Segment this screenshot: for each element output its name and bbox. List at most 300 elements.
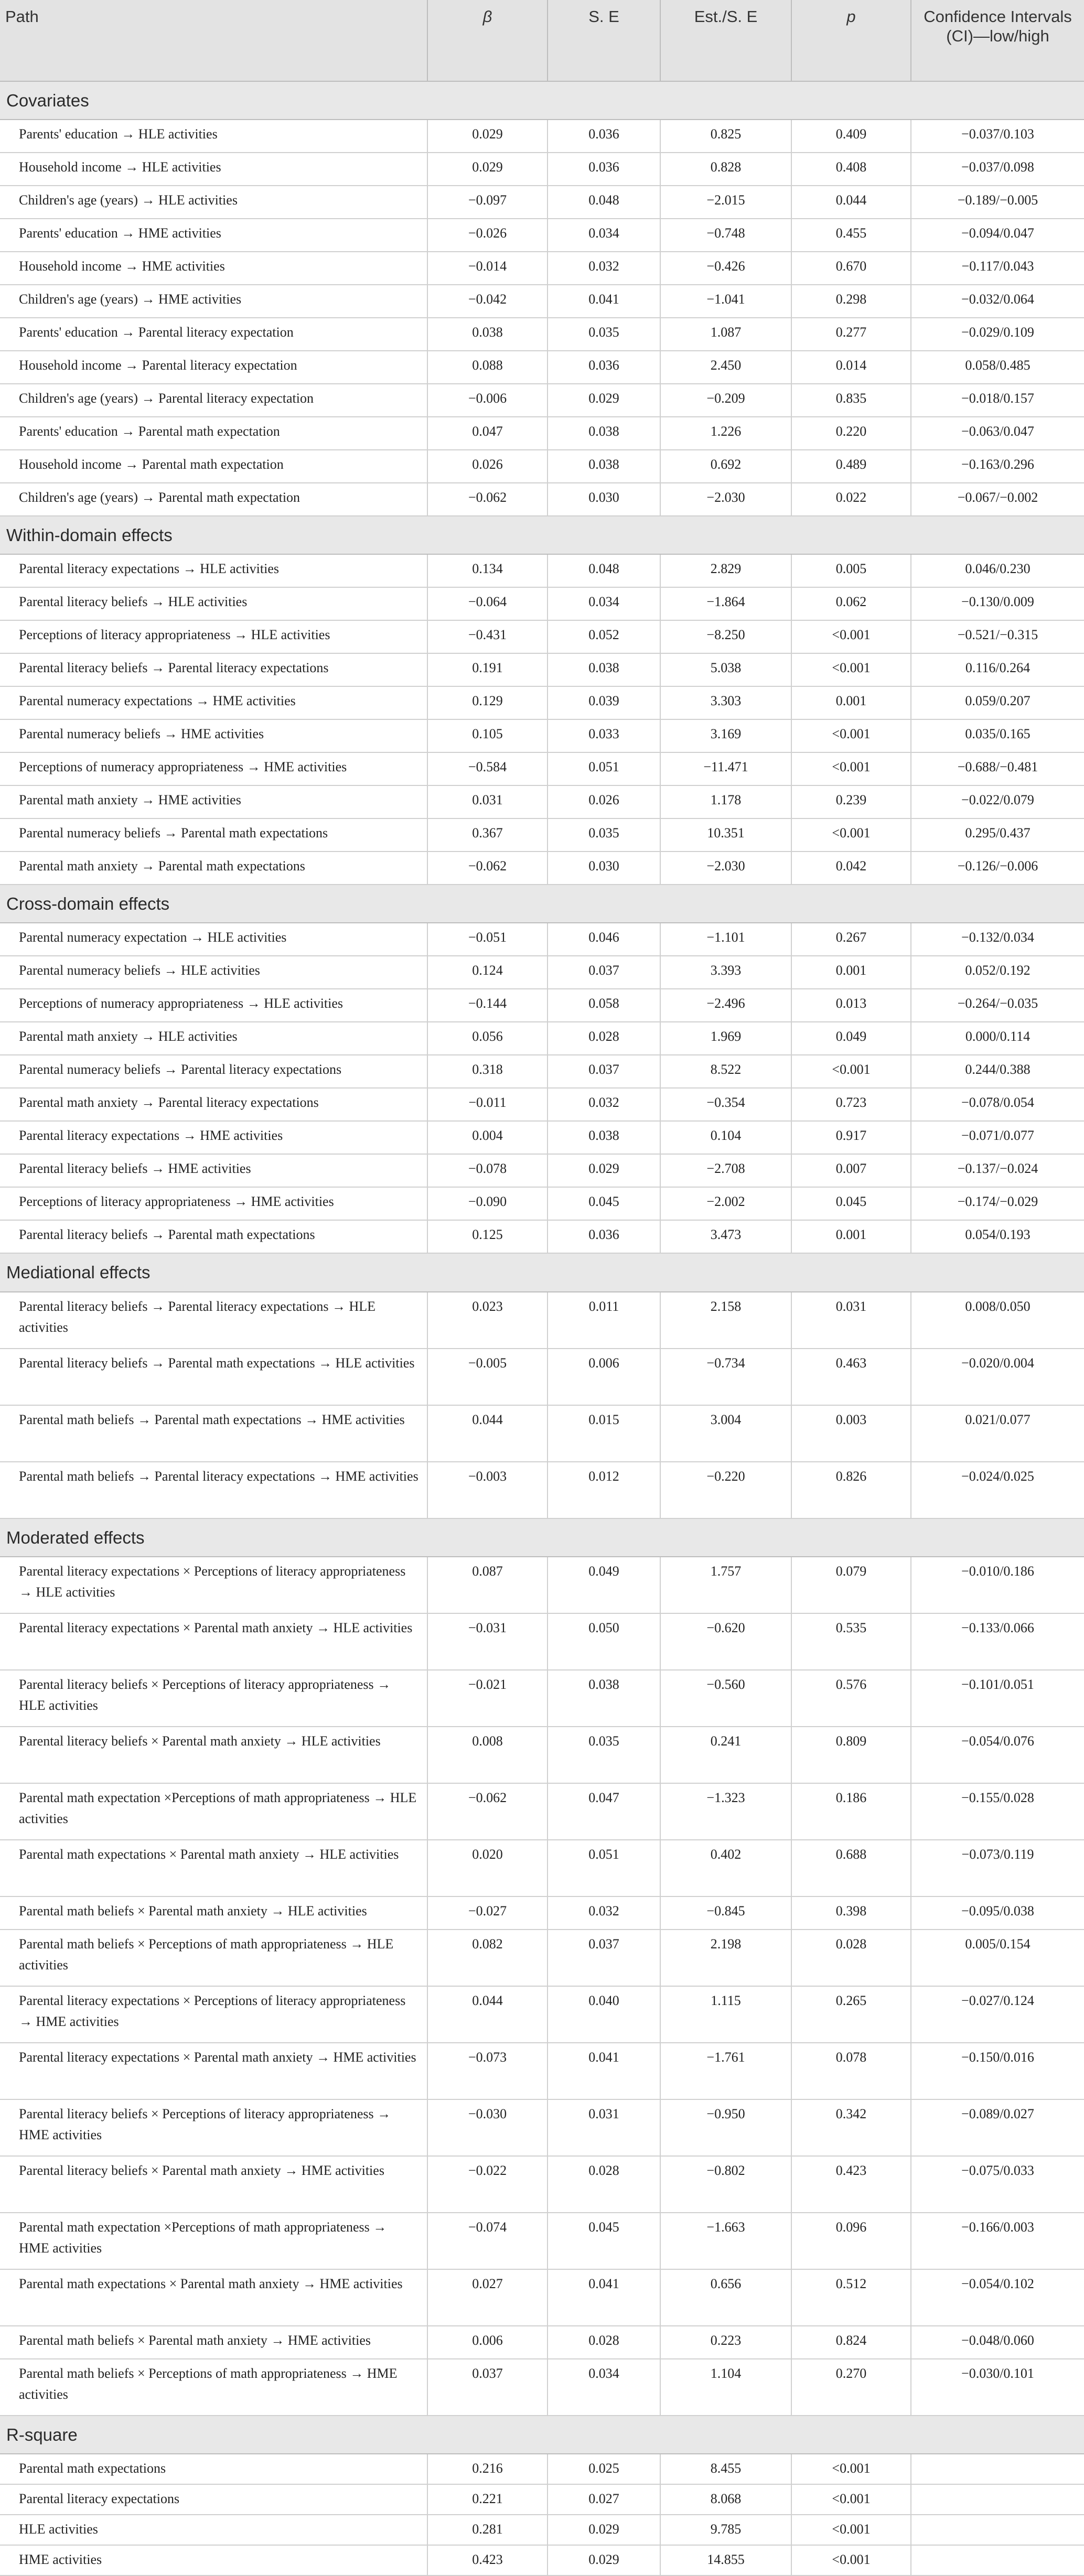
cell-p: 0.186 xyxy=(791,1783,911,1840)
cell-beta: −0.062 xyxy=(427,1783,548,1840)
cell-ci: −0.048/0.060 xyxy=(911,2326,1084,2359)
cell-beta: 0.221 xyxy=(427,2484,548,2515)
cell-beta: −0.031 xyxy=(427,1613,548,1670)
cell-path: Parental math expectation ×Perceptions of math appropriateness → HLE activities xyxy=(0,1783,427,1840)
cell-beta: 0.124 xyxy=(427,956,548,989)
cell-ci: 0.116/0.264 xyxy=(911,653,1084,686)
cell-p: 0.265 xyxy=(791,1986,911,2043)
cell-ci: 0.052/0.192 xyxy=(911,956,1084,989)
cell-ci: −0.095/0.038 xyxy=(911,1896,1084,1930)
cell-ci: −0.024/0.025 xyxy=(911,1462,1084,1518)
cell-se: 0.048 xyxy=(548,554,660,587)
cell-est: 1.178 xyxy=(660,785,791,818)
cell-p: 0.489 xyxy=(791,450,911,483)
cell-path: Parental literacy expectations → HLE activities xyxy=(0,554,427,587)
cell-path: Parents' education → HME activities xyxy=(0,219,427,252)
cell-se: 0.048 xyxy=(548,186,660,219)
table-row xyxy=(0,252,1084,285)
cell-p: 0.576 xyxy=(791,1670,911,1727)
cell-est: −11.471 xyxy=(660,752,791,785)
cell-path: Parental math beliefs × Parental math anxiety → HME activities xyxy=(0,2326,427,2359)
cell-est: 10.351 xyxy=(660,818,791,852)
cell-se: 0.038 xyxy=(548,417,660,450)
cell-est: −1.323 xyxy=(660,1783,791,1840)
cell-se: 0.052 xyxy=(548,620,660,653)
cell-ci: 0.035/0.165 xyxy=(911,719,1084,752)
cell-ci: −0.521/−0.315 xyxy=(911,620,1084,653)
cell-path: Parental numeracy beliefs → Parental math expectations xyxy=(0,818,427,852)
table-row xyxy=(0,653,1084,686)
cell-ci: −0.163/0.296 xyxy=(911,450,1084,483)
cell-p: 0.042 xyxy=(791,852,911,885)
header-path: Path xyxy=(0,0,427,81)
cell-p: 0.049 xyxy=(791,1022,911,1055)
cell-est: 2.158 xyxy=(660,1292,791,1349)
cell-se: 0.035 xyxy=(548,318,660,351)
table-row xyxy=(0,483,1084,516)
cell-se: 0.030 xyxy=(548,852,660,885)
cell-path: Parental literacy beliefs × Perceptions of literacy appropriateness → HLE activities xyxy=(0,1670,427,1727)
cell-ci: −0.027/0.124 xyxy=(911,1986,1084,2043)
table-row xyxy=(0,417,1084,450)
cell-beta: −0.026 xyxy=(427,219,548,252)
cell-path: Parents' education → Parental math expectation xyxy=(0,417,427,450)
table-row xyxy=(0,1187,1084,1220)
cell-est: 0.656 xyxy=(660,2269,791,2326)
cell-beta: −0.027 xyxy=(427,1896,548,1930)
cell-se: 0.027 xyxy=(548,2484,660,2515)
cell-ci: −0.018/0.157 xyxy=(911,384,1084,417)
cell-se: 0.037 xyxy=(548,956,660,989)
table-row xyxy=(0,2099,1084,2156)
cell-beta: −0.003 xyxy=(427,1462,548,1518)
cell-ci: −0.130/0.009 xyxy=(911,587,1084,620)
table-row xyxy=(0,923,1084,956)
table-row xyxy=(0,2326,1084,2359)
cell-p: 0.078 xyxy=(791,2043,911,2099)
cell-beta: −0.431 xyxy=(427,620,548,653)
cell-path: Children's age (years) → Parental math expectation xyxy=(0,483,427,516)
cell-est: 8.068 xyxy=(660,2484,791,2515)
cell-path: Parental numeracy beliefs → HME activities xyxy=(0,719,427,752)
cell-est: −0.845 xyxy=(660,1896,791,1930)
cell-p: <0.001 xyxy=(791,818,911,852)
cell-ci: −0.166/0.003 xyxy=(911,2213,1084,2269)
cell-se: 0.038 xyxy=(548,1121,660,1154)
cell-beta: 0.423 xyxy=(427,2545,548,2575)
table-row xyxy=(0,2213,1084,2269)
cell-se: 0.058 xyxy=(548,989,660,1022)
cell-p: <0.001 xyxy=(791,2515,911,2545)
cell-est: −0.426 xyxy=(660,252,791,285)
cell-se: 0.025 xyxy=(548,2454,660,2484)
cell-beta: −0.014 xyxy=(427,252,548,285)
cell-beta: −0.006 xyxy=(427,384,548,417)
cell-path: Parental math anxiety → Parental math expectations xyxy=(0,852,427,885)
header-se: S. E xyxy=(548,0,660,81)
cell-path: Parental literacy beliefs → Parental math expectations xyxy=(0,1220,427,1253)
cell-est: 5.038 xyxy=(660,653,791,686)
cell-beta: 0.105 xyxy=(427,719,548,752)
cell-beta: 0.038 xyxy=(427,318,548,351)
cell-path: Parental math beliefs × Parental math anxiety → HLE activities xyxy=(0,1896,427,1930)
cell-beta: 0.318 xyxy=(427,1055,548,1088)
cell-beta: 0.134 xyxy=(427,554,548,587)
cell-ci: 0.059/0.207 xyxy=(911,686,1084,719)
table-row xyxy=(0,1896,1084,1930)
cell-se: 0.038 xyxy=(548,1670,660,1727)
cell-est: 0.692 xyxy=(660,450,791,483)
cell-ci: 0.046/0.230 xyxy=(911,554,1084,587)
cell-est: 2.198 xyxy=(660,1930,791,1986)
table-row xyxy=(0,285,1084,318)
table-row xyxy=(0,2515,1084,2545)
cell-est: 0.223 xyxy=(660,2326,791,2359)
cell-ci xyxy=(911,2515,1084,2545)
cell-beta: 0.047 xyxy=(427,417,548,450)
table-row xyxy=(0,1783,1084,1840)
cell-ci xyxy=(911,2484,1084,2515)
table-row xyxy=(0,2454,1084,2484)
cell-est: −2.708 xyxy=(660,1154,791,1187)
cell-est: 0.241 xyxy=(660,1727,791,1783)
cell-p: 0.809 xyxy=(791,1727,911,1783)
cell-p: 0.013 xyxy=(791,989,911,1022)
cell-ci: −0.067/−0.002 xyxy=(911,483,1084,516)
cell-path: Parental math anxiety → HME activities xyxy=(0,785,427,818)
section-title: Cross-domain effects xyxy=(0,885,1084,923)
cell-ci: −0.010/0.186 xyxy=(911,1557,1084,1613)
cell-ci: −0.075/0.033 xyxy=(911,2156,1084,2213)
cell-se: 0.034 xyxy=(548,587,660,620)
cell-p: 0.062 xyxy=(791,587,911,620)
cell-ci: −0.126/−0.006 xyxy=(911,852,1084,885)
cell-se: 0.051 xyxy=(548,752,660,785)
cell-p: 0.824 xyxy=(791,2326,911,2359)
cell-est: 14.855 xyxy=(660,2545,791,2575)
cell-beta: 0.367 xyxy=(427,818,548,852)
cell-path: HME activities xyxy=(0,2545,427,2575)
cell-beta: 0.023 xyxy=(427,1292,548,1349)
cell-beta: −0.064 xyxy=(427,587,548,620)
cell-se: 0.038 xyxy=(548,653,660,686)
cell-ci: −0.037/0.098 xyxy=(911,153,1084,186)
cell-se: 0.045 xyxy=(548,2213,660,2269)
table-row xyxy=(0,1405,1084,1462)
cell-p: 0.007 xyxy=(791,1154,911,1187)
cell-path: Perceptions of literacy appropriateness → HME activities xyxy=(0,1187,427,1220)
cell-p: 0.267 xyxy=(791,923,911,956)
cell-se: 0.035 xyxy=(548,818,660,852)
cell-se: 0.034 xyxy=(548,2359,660,2416)
cell-se: 0.037 xyxy=(548,1930,660,1986)
cell-est: 0.104 xyxy=(660,1121,791,1154)
cell-p: 0.045 xyxy=(791,1187,911,1220)
cell-beta: −0.021 xyxy=(427,1670,548,1727)
cell-path: Parental literacy expectations → HME activities xyxy=(0,1121,427,1154)
cell-beta: −0.042 xyxy=(427,285,548,318)
cell-path: Children's age (years) → Parental literacy expectation xyxy=(0,384,427,417)
table-row xyxy=(0,1154,1084,1187)
table-row xyxy=(0,1930,1084,1986)
cell-path: Parental literacy beliefs → HME activities xyxy=(0,1154,427,1187)
cell-se: 0.028 xyxy=(548,2326,660,2359)
cell-p: 0.001 xyxy=(791,956,911,989)
table-row xyxy=(0,219,1084,252)
cell-path: Parents' education → HLE activities xyxy=(0,120,427,153)
cell-path: Children's age (years) → HME activities xyxy=(0,285,427,318)
cell-path: Parental literacy beliefs × Parental math anxiety → HME activities xyxy=(0,2156,427,2213)
cell-est: 0.825 xyxy=(660,120,791,153)
section-title: Moderated effects xyxy=(0,1518,1084,1557)
cell-path: Parental math expectations × Parental math anxiety → HLE activities xyxy=(0,1840,427,1896)
cell-p: <0.001 xyxy=(791,719,911,752)
cell-p: <0.001 xyxy=(791,2484,911,2515)
cell-path: HLE activities xyxy=(0,2515,427,2545)
header-row xyxy=(0,0,1084,81)
cell-beta: −0.584 xyxy=(427,752,548,785)
cell-est: 1.115 xyxy=(660,1986,791,2043)
cell-se: 0.040 xyxy=(548,1986,660,2043)
cell-ci: −0.094/0.047 xyxy=(911,219,1084,252)
table-row xyxy=(0,956,1084,989)
cell-est: −2.015 xyxy=(660,186,791,219)
cell-est: −2.030 xyxy=(660,483,791,516)
section-header-row xyxy=(0,2416,1084,2454)
cell-p: 0.342 xyxy=(791,2099,911,2156)
section-header-row xyxy=(0,516,1084,554)
cell-p: 0.277 xyxy=(791,318,911,351)
cell-p: 0.688 xyxy=(791,1840,911,1896)
section-title: Covariates xyxy=(0,81,1084,120)
header-p: p xyxy=(791,0,911,81)
cell-se: 0.028 xyxy=(548,2156,660,2213)
table-row xyxy=(0,1055,1084,1088)
cell-p: 0.423 xyxy=(791,2156,911,2213)
cell-ci: −0.137/−0.024 xyxy=(911,1154,1084,1187)
cell-beta: 0.044 xyxy=(427,1986,548,2043)
cell-est: −0.220 xyxy=(660,1462,791,1518)
cell-p: 0.455 xyxy=(791,219,911,252)
cell-p: 0.003 xyxy=(791,1405,911,1462)
cell-path: Parental math beliefs × Perceptions of math appropriateness → HLE activities xyxy=(0,1930,427,1986)
cell-se: 0.041 xyxy=(548,2269,660,2326)
cell-path: Parental numeracy beliefs → Parental literacy expectations xyxy=(0,1055,427,1088)
cell-ci: 0.000/0.114 xyxy=(911,1022,1084,1055)
cell-beta: 0.029 xyxy=(427,153,548,186)
cell-path: Parental math beliefs × Perceptions of math appropriateness → HME activities xyxy=(0,2359,427,2416)
section-title: Mediational effects xyxy=(0,1253,1084,1291)
cell-ci: −0.132/0.034 xyxy=(911,923,1084,956)
cell-p: 0.028 xyxy=(791,1930,911,1986)
cell-est: −0.802 xyxy=(660,2156,791,2213)
cell-p: 0.826 xyxy=(791,1462,911,1518)
table-row xyxy=(0,318,1084,351)
cell-est: 0.402 xyxy=(660,1840,791,1896)
cell-ci: 0.054/0.193 xyxy=(911,1220,1084,1253)
cell-beta: −0.074 xyxy=(427,2213,548,2269)
cell-beta: −0.097 xyxy=(427,186,548,219)
table-row xyxy=(0,1349,1084,1405)
cell-se: 0.029 xyxy=(548,1154,660,1187)
cell-ci: −0.020/0.004 xyxy=(911,1349,1084,1405)
cell-p: 0.835 xyxy=(791,384,911,417)
cell-est: 8.455 xyxy=(660,2454,791,2484)
table-row xyxy=(0,2484,1084,2515)
cell-ci: −0.073/0.119 xyxy=(911,1840,1084,1896)
cell-se: 0.049 xyxy=(548,1557,660,1613)
cell-se: 0.046 xyxy=(548,923,660,956)
table-row xyxy=(0,1840,1084,1896)
cell-beta: 0.082 xyxy=(427,1930,548,1986)
cell-est: 2.450 xyxy=(660,351,791,384)
cell-path: Parental literacy expectations × Parental math anxiety → HLE activities xyxy=(0,1613,427,1670)
cell-se: 0.032 xyxy=(548,252,660,285)
cell-est: 2.829 xyxy=(660,554,791,587)
cell-est: 3.169 xyxy=(660,719,791,752)
cell-est: −1.761 xyxy=(660,2043,791,2099)
cell-p: 0.022 xyxy=(791,483,911,516)
cell-ci: −0.688/−0.481 xyxy=(911,752,1084,785)
header-ci: Confidence Intervals (CI)—low/high xyxy=(911,0,1084,81)
table-row xyxy=(0,1121,1084,1154)
cell-path: Parental numeracy beliefs → HLE activities xyxy=(0,956,427,989)
cell-path: Parental literacy beliefs → Parental math expectations → HLE activities xyxy=(0,1349,427,1405)
cell-path: Parental numeracy expectation → HLE activities xyxy=(0,923,427,956)
cell-p: 0.917 xyxy=(791,1121,911,1154)
cell-beta: 0.037 xyxy=(427,2359,548,2416)
cell-se: 0.036 xyxy=(548,1220,660,1253)
cell-beta: 0.044 xyxy=(427,1405,548,1462)
cell-path: Children's age (years) → HLE activities xyxy=(0,186,427,219)
cell-p: 0.001 xyxy=(791,686,911,719)
header-est: Est./S. E xyxy=(660,0,791,81)
cell-est: −8.250 xyxy=(660,620,791,653)
table-row xyxy=(0,120,1084,153)
table-row xyxy=(0,752,1084,785)
table-row xyxy=(0,351,1084,384)
cell-se: 0.038 xyxy=(548,450,660,483)
table-row xyxy=(0,2156,1084,2213)
cell-est: −0.748 xyxy=(660,219,791,252)
cell-beta: −0.062 xyxy=(427,483,548,516)
cell-ci: −0.078/0.054 xyxy=(911,1088,1084,1121)
cell-se: 0.028 xyxy=(548,1022,660,1055)
cell-ci: −0.174/−0.029 xyxy=(911,1187,1084,1220)
cell-est: −0.560 xyxy=(660,1670,791,1727)
table-row xyxy=(0,2269,1084,2326)
cell-est: −1.663 xyxy=(660,2213,791,2269)
cell-beta: 0.029 xyxy=(427,120,548,153)
cell-beta: −0.030 xyxy=(427,2099,548,2156)
cell-ci: −0.189/−0.005 xyxy=(911,186,1084,219)
cell-se: 0.029 xyxy=(548,2545,660,2575)
table-row xyxy=(0,1088,1084,1121)
cell-beta: 0.087 xyxy=(427,1557,548,1613)
cell-ci: −0.264/−0.035 xyxy=(911,989,1084,1022)
cell-est: 3.473 xyxy=(660,1220,791,1253)
cell-se: 0.035 xyxy=(548,1727,660,1783)
table-row xyxy=(0,719,1084,752)
cell-est: 9.785 xyxy=(660,2515,791,2545)
cell-beta: −0.078 xyxy=(427,1154,548,1187)
cell-path: Household income → HME activities xyxy=(0,252,427,285)
cell-path: Parents' education → Parental literacy expectation xyxy=(0,318,427,351)
cell-path: Household income → HLE activities xyxy=(0,153,427,186)
cell-beta: 0.281 xyxy=(427,2515,548,2545)
table-row xyxy=(0,153,1084,186)
table-row xyxy=(0,1292,1084,1349)
cell-p: 0.409 xyxy=(791,120,911,153)
cell-path: Perceptions of literacy appropriateness → HLE activities xyxy=(0,620,427,653)
cell-p: 0.270 xyxy=(791,2359,911,2416)
cell-ci: −0.150/0.016 xyxy=(911,2043,1084,2099)
cell-ci: −0.117/0.043 xyxy=(911,252,1084,285)
cell-path: Parental math beliefs → Parental literacy expectations → HME activities xyxy=(0,1462,427,1518)
table-row xyxy=(0,686,1084,719)
cell-path: Parental literacy expectations xyxy=(0,2484,427,2515)
cell-se: 0.036 xyxy=(548,120,660,153)
cell-p: 0.014 xyxy=(791,351,911,384)
cell-est: 0.828 xyxy=(660,153,791,186)
cell-ci: −0.054/0.076 xyxy=(911,1727,1084,1783)
table-row xyxy=(0,1220,1084,1253)
table-row xyxy=(0,1557,1084,1613)
cell-est: −0.620 xyxy=(660,1613,791,1670)
cell-ci: −0.101/0.051 xyxy=(911,1670,1084,1727)
table-row xyxy=(0,186,1084,219)
cell-ci: −0.037/0.103 xyxy=(911,120,1084,153)
cell-ci: 0.295/0.437 xyxy=(911,818,1084,852)
cell-ci xyxy=(911,2454,1084,2484)
cell-p: <0.001 xyxy=(791,653,911,686)
cell-est: 3.004 xyxy=(660,1405,791,1462)
cell-se: 0.045 xyxy=(548,1187,660,1220)
section-header-row xyxy=(0,81,1084,120)
cell-p: 0.031 xyxy=(791,1292,911,1349)
table-row xyxy=(0,2545,1084,2575)
cell-path: Parental literacy beliefs → HLE activities xyxy=(0,587,427,620)
cell-path: Parental literacy expectations × Perceptions of literacy appropriateness → HME activities xyxy=(0,1986,427,2043)
table-row xyxy=(0,1022,1084,1055)
cell-beta: −0.144 xyxy=(427,989,548,1022)
section-header-row xyxy=(0,885,1084,923)
cell-se: 0.032 xyxy=(548,1896,660,1930)
cell-est: −2.030 xyxy=(660,852,791,885)
cell-se: 0.051 xyxy=(548,1840,660,1896)
cell-est: 1.087 xyxy=(660,318,791,351)
cell-se: 0.039 xyxy=(548,686,660,719)
table-row xyxy=(0,785,1084,818)
cell-est: 1.104 xyxy=(660,2359,791,2416)
cell-p: <0.001 xyxy=(791,1055,911,1088)
cell-beta: 0.056 xyxy=(427,1022,548,1055)
table-row xyxy=(0,989,1084,1022)
cell-beta: 0.031 xyxy=(427,785,548,818)
cell-ci: −0.030/0.101 xyxy=(911,2359,1084,2416)
cell-p: <0.001 xyxy=(791,752,911,785)
table-row xyxy=(0,1727,1084,1783)
cell-p: 0.220 xyxy=(791,417,911,450)
cell-path: Parental math expectations × Parental math anxiety → HME activities xyxy=(0,2269,427,2326)
cell-se: 0.015 xyxy=(548,1405,660,1462)
cell-p: 0.512 xyxy=(791,2269,911,2326)
cell-p: 0.079 xyxy=(791,1557,911,1613)
cell-ci: 0.058/0.485 xyxy=(911,351,1084,384)
cell-path: Parental math expectations xyxy=(0,2454,427,2484)
cell-path: Parental literacy beliefs → Parental literacy expectations → HLE activities xyxy=(0,1292,427,1349)
cell-beta: −0.073 xyxy=(427,2043,548,2099)
